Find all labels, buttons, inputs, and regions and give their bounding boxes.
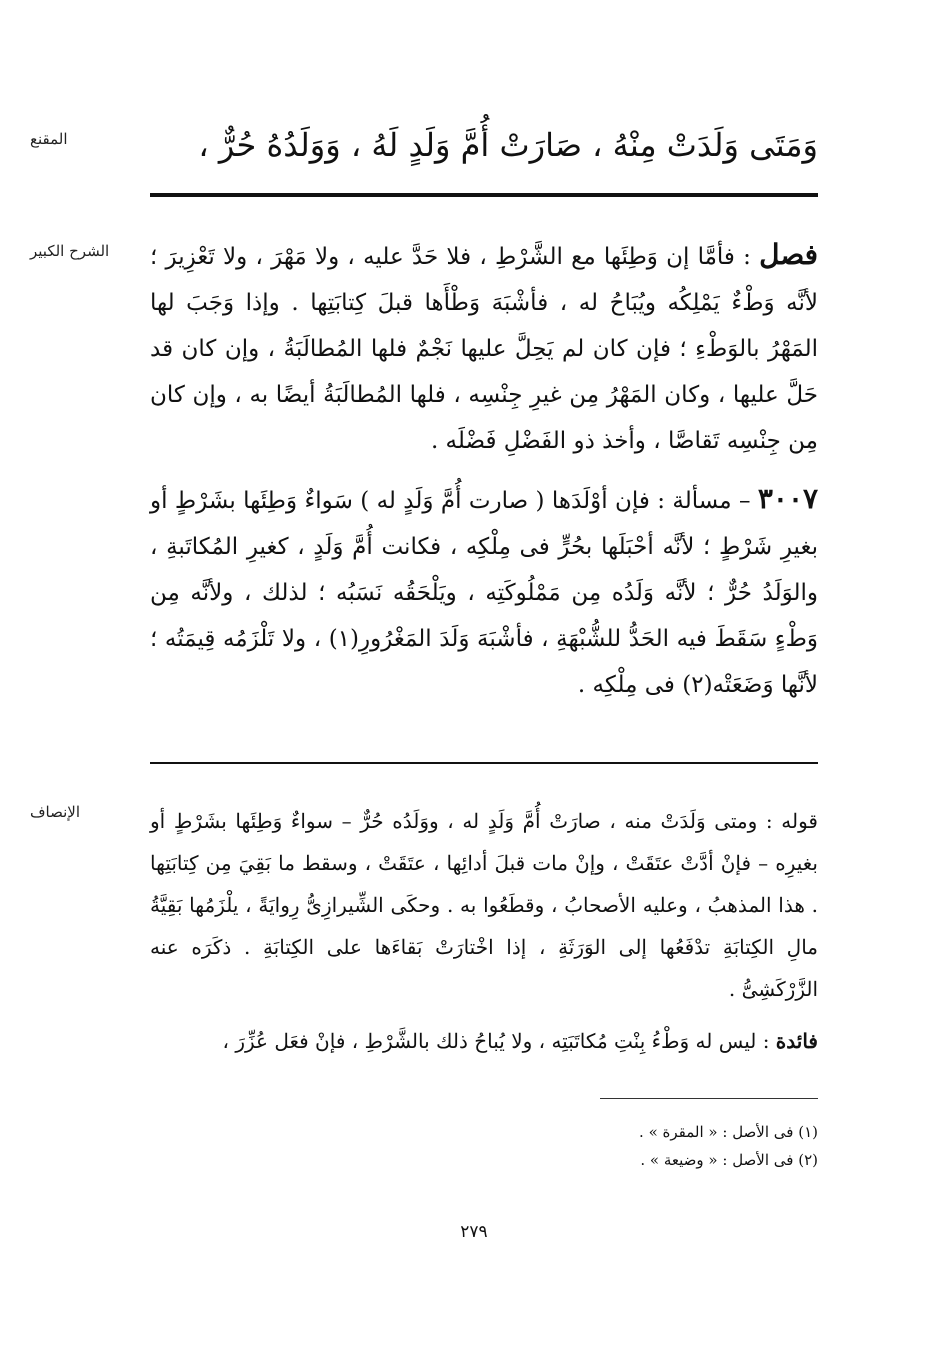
matn-text: وَمَتَى وَلَدَتْ مِنْهُ ، صَارَتْ أُمَّ وَلَدٍ لَهُ ، وَوَلَدُهُ حُرٌّ ، [198, 126, 818, 164]
section-divider-thick [150, 193, 818, 197]
label-muqni: المقنع [30, 130, 68, 148]
footnote-2: (٢) فى الأصل : « وضيعة » . [640, 1151, 818, 1169]
sharh-paragraph-2 [150, 476, 818, 708]
insaf-section [150, 800, 818, 1062]
fasl-heading: فصل [759, 238, 819, 271]
page-number: ٢٧٩ [460, 1222, 488, 1242]
faida-heading: فائدة [775, 1029, 818, 1053]
insaf-paragraph-2-text: : ليس له وَطْءُ بِنْتِ مُكاتَبَتِه ، ولا يُباحُ ذلك بالشَّرْطِ ، فإنْ فعَل عُزِّرَ ، [222, 1029, 770, 1053]
footnote-divider [600, 1098, 818, 1099]
sharh-paragraph-1 [150, 232, 818, 464]
label-insaf: الإنصاف [30, 803, 81, 821]
insaf-paragraph-2 [150, 1020, 818, 1062]
masala-number: ٣٠٠٧ [757, 482, 819, 515]
footnote-1: (١) فى الأصل : « المقرة » . [639, 1123, 818, 1141]
section-divider-thin [150, 762, 818, 764]
label-sharh: الشرح الكبير [30, 242, 110, 260]
sharh-section [150, 232, 818, 708]
insaf-paragraph-1: قوله : ومتى وَلَدَتْ منه ، صارَتْ أُمَّ وَلَدٍ له ، ووَلَدُه حُرٌّ – سواءٌ وَطِئَها بشَرْطٍ أو بغيرِه – فإنْ أدَّتْ عتَقَتْ ، وإنْ مات قبلَ أدائِها ، عتَقَتْ ، وسقط ما بَقِيَ مِن كِتابَتِها . هذا المذهبُ ، وعليه الأصحابُ ، وقطَعُوا به . وحكَى الشِّيرازِىُّ رِوايَةً ، يلْزَمُها بَقِيَّةُ مالِ الكِتابَةِ تدْفَعُها إلى الوَرَثَةِ ، إذا اخْتارَتْ بَقاءَها على الكِتابَةِ . ذكَرَه عنه الزَّرْكَشِىُّ . [150, 809, 818, 1001]
sharh-paragraph-1-text: : فأمَّا إن وَطِئَها مع الشَّرْطِ ، فلا حَدَّ عليه ، ولا مَهْرَ ، ولا تَعْزِيرَ ؛ لأنَّه وَطْءٌ يَمْلِكُه ويُبَاحُ له ، فأشْبَهَ وَطْأَها قبلَ كِتابَتِها . وإذا وَجَبَ لها المَهْرُ بالوَطْءِ ؛ فإن كان لم يَحِلَّ عليها نَجْمٌ فلها المُطالَبَةُ ، وإن كان قد حَلَّ عليها ، وكان المَهْرُ مِن غيرِ جِنْسِه ، فلها المُطالَبَةُ أيضًا به ، وإن كان مِن جِنْسِه تَقاصَّا ، وأخذ ذو الفَضْلِ فَضْلَه . [150, 244, 818, 454]
sharh-paragraph-2-text: – مسألة : فإن أوْلَدَها ( صارت أُمَّ وَلَدٍ له ) سَواءٌ وَطِئَها بشَرْطٍ أو بغيرِ شَرْطٍ ؛ لأنَّه أحْبَلَها بحُرٍّ فى مِلْكِه ، فكانت أُمَّ وَلَدٍ ، كغيرِ المُكاتَبةِ ، والوَلَدُ حُرٌّ ؛ لأنَّه وَلَدُه مِن مَمْلُوكَتِه ، ويَلْحَقُه نَسَبُه ؛ لذلك ، ولأنَّه مِن وَطْءٍ سَقَطَ فيه الحَدُّ للشُّبْهَةِ ، فأشْبَهَ وَلَدَ المَغْرُورِ(١) ، ولا تَلْزَمُه قِيمَتُه ؛ لأنَّها وَضَعَتْه(٢) فى مِلْكِه . [150, 488, 818, 698]
